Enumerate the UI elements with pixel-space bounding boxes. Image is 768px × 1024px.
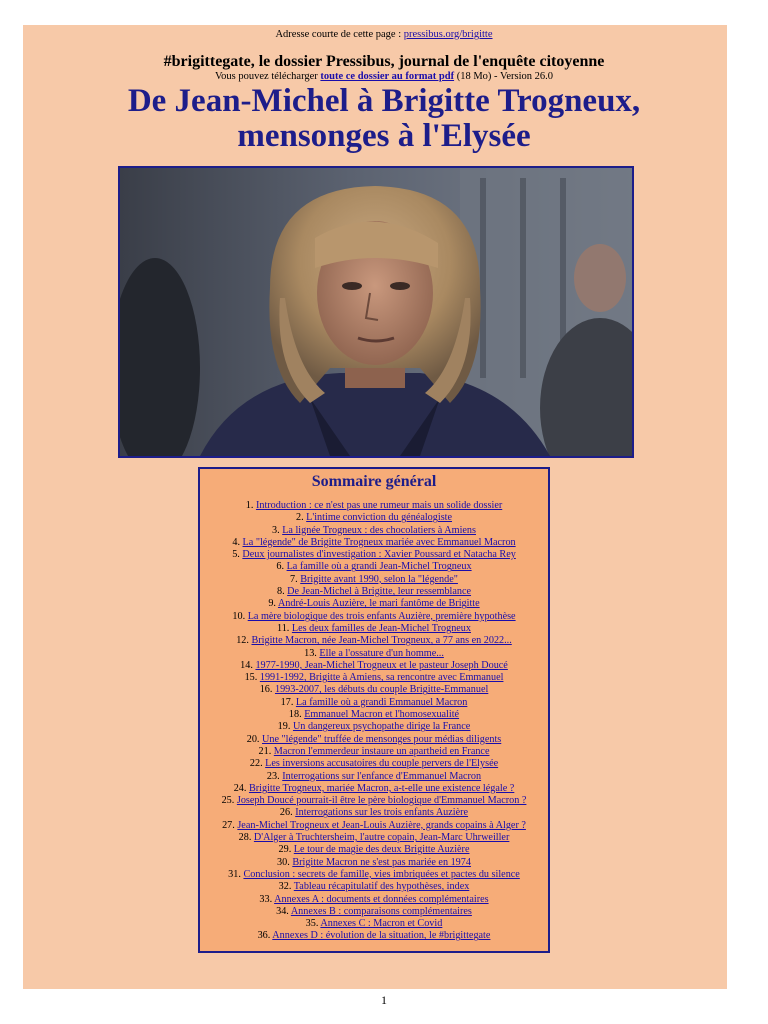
toc-item-link[interactable]: Conclusion : secrets de famille, vies imbriquées et pactes du silence bbox=[243, 868, 520, 880]
short-url-link[interactable]: pressibus.org/brigitte bbox=[403, 29, 493, 40]
toc-item-link[interactable]: Le tour de magie des deux Brigitte Auzière bbox=[293, 844, 470, 856]
toc-item-link[interactable]: 1991-1992, Brigitte à Amiens, sa rencontre avec Emmanuel bbox=[259, 672, 504, 684]
toc-item-link[interactable]: 1977-1990, Jean-Michel Trogneux et le pasteur Joseph Doucé bbox=[255, 659, 508, 671]
toc-item-link[interactable]: Une "légende" truffée de mensonges pour médias diligents bbox=[262, 733, 502, 745]
toc-item bbox=[200, 783, 548, 795]
toc-item-link[interactable]: Tableau récapitulatif des hypothèses, index bbox=[293, 881, 470, 893]
toc-item-link[interactable]: Macron l'emmerdeur instaure un apartheid en France bbox=[273, 745, 490, 757]
toc-item bbox=[200, 598, 548, 610]
download-prefix: Vous pouvez télécharger bbox=[214, 71, 321, 82]
toc-item bbox=[200, 586, 548, 598]
toc-item-number: 26. bbox=[279, 807, 293, 819]
toc-item-number: 2. bbox=[295, 512, 304, 524]
toc-item bbox=[200, 611, 548, 623]
page-number: 1 bbox=[381, 993, 387, 1007]
toc-item-link[interactable]: Annexes A : documents et données complémentaires bbox=[274, 893, 489, 905]
download-suffix: (18 Mo) - Version 26.0 bbox=[454, 71, 554, 82]
toc-item bbox=[200, 574, 548, 586]
toc-item-link[interactable]: Interrogations sur les trois enfants Auzière bbox=[295, 807, 469, 819]
toc-item-link[interactable]: André-Louis Auzière, le mari fantôme de Brigitte bbox=[277, 598, 480, 610]
toc-item-number: 29. bbox=[278, 844, 292, 856]
toc-item bbox=[200, 672, 548, 684]
toc-item bbox=[200, 906, 548, 918]
toc-item-number: 25. bbox=[221, 795, 235, 807]
toc-item-number: 24. bbox=[233, 782, 247, 794]
toc-item bbox=[200, 930, 548, 942]
toc-item bbox=[200, 721, 548, 733]
download-pdf-link[interactable]: toute ce dossier au format pdf bbox=[320, 71, 455, 82]
toc-item bbox=[200, 500, 548, 512]
toc-item-number: 30. bbox=[277, 856, 290, 868]
toc-item-number: 16. bbox=[259, 684, 273, 696]
toc-item-link[interactable]: Emmanuel Macron et l'homosexualité bbox=[304, 709, 460, 721]
short-url-label: Adresse courte de cette page : bbox=[275, 29, 404, 40]
toc-item-link[interactable]: La lignée Trogneux : des chocolatiers à Amiens bbox=[282, 524, 476, 536]
toc-item bbox=[200, 561, 548, 573]
toc-item-number: 23. bbox=[266, 770, 280, 782]
toc-item-number: 20. bbox=[246, 733, 260, 745]
toc-item-link[interactable]: Brigitte Macron ne s'est pas mariée en 1974 bbox=[292, 856, 471, 868]
toc-item bbox=[200, 807, 548, 819]
toc-item bbox=[200, 869, 548, 881]
toc-item-link[interactable]: Les deux familles de Jean-Michel Trogneux bbox=[291, 622, 471, 634]
toc-item bbox=[200, 857, 548, 869]
toc-item-link[interactable]: L'intime conviction du généalogiste bbox=[306, 512, 453, 524]
toc-item-number: 9. bbox=[268, 598, 276, 610]
toc-item bbox=[200, 820, 548, 832]
toc-item-number: 31. bbox=[228, 868, 241, 880]
toc-title: Sommaire général bbox=[311, 473, 437, 490]
toc-item-number: 14. bbox=[240, 659, 253, 671]
toc-item-number: 36. bbox=[257, 930, 271, 942]
toc-item bbox=[200, 734, 548, 746]
toc-item-link[interactable]: Elle a l'ossature d'un homme... bbox=[319, 647, 444, 659]
toc-item bbox=[200, 771, 548, 783]
toc-item-link[interactable]: La famille où a grandi Emmanuel Macron bbox=[295, 696, 468, 708]
toc-item-number: 12. bbox=[236, 635, 249, 647]
toc-item bbox=[200, 537, 548, 549]
toc-item-link[interactable]: D'Alger à Truchtersheim, l'autre copain, Jean-Marc Uhrweiller bbox=[253, 832, 510, 844]
toc-item bbox=[200, 549, 548, 561]
toc-item-number: 19. bbox=[277, 721, 291, 733]
toc-item-number: 7. bbox=[290, 573, 298, 585]
toc-item bbox=[200, 881, 548, 893]
toc-item bbox=[200, 525, 548, 537]
toc-item bbox=[200, 623, 548, 635]
toc-item-number: 11. bbox=[277, 622, 290, 634]
toc-item-number: 10. bbox=[232, 610, 246, 622]
toc-item-number: 35. bbox=[305, 918, 319, 930]
table-of-contents bbox=[198, 467, 550, 953]
toc-item-link[interactable]: Brigitte avant 1990, selon la "légende" bbox=[300, 573, 458, 585]
toc-item-number: 8. bbox=[276, 586, 285, 598]
toc-item bbox=[200, 709, 548, 721]
toc-item-number: 17. bbox=[280, 696, 294, 708]
portrait-photo bbox=[118, 166, 634, 458]
toc-item bbox=[200, 795, 548, 807]
toc-item-link[interactable]: La "légende" de Brigitte Trogneux mariée avec Emmanuel Macron bbox=[242, 536, 516, 548]
toc-item bbox=[200, 918, 548, 930]
toc-item-number: 28. bbox=[238, 832, 252, 844]
toc-item-number: 21. bbox=[258, 745, 272, 757]
toc-item-link[interactable]: Annexes D : évolution de la situation, le #brigittegate bbox=[272, 930, 491, 942]
toc-item-number: 33. bbox=[259, 893, 273, 905]
toc-item-link[interactable]: Joseph Doucé pourrait-il être le père biologique d'Emmanuel Macron ? bbox=[236, 795, 527, 807]
toc-item-link[interactable]: De Jean-Michel à Brigitte, leur ressemblance bbox=[287, 586, 472, 598]
toc-item-link[interactable]: Brigitte Macron, née Jean-Michel Trogneux, a 77 ans en 2022... bbox=[251, 635, 512, 647]
toc-item-link[interactable]: Annexes B : comparaisons complémentaires bbox=[290, 905, 472, 917]
page-title-line-2: mensonges à l'Elysée bbox=[237, 118, 531, 154]
toc-item-link[interactable]: Brigitte Trogneux, mariée Macron, a-t-elle une existence légale ? bbox=[248, 782, 515, 794]
toc-item-link[interactable]: Interrogations sur l'enfance d'Emmanuel Macron bbox=[282, 770, 482, 782]
page-title-line-1: De Jean-Michel à Brigitte Trogneux, bbox=[127, 83, 641, 119]
toc-item-number: 5. bbox=[232, 549, 240, 561]
toc-item bbox=[200, 746, 548, 758]
toc-item bbox=[200, 758, 548, 770]
short-url-line bbox=[0, 29, 768, 40]
toc-item-number: 32. bbox=[278, 881, 292, 893]
portrait-illustration bbox=[120, 168, 632, 456]
toc-item-link[interactable]: 1993-2007, les débuts du couple Brigitte-Emmanuel bbox=[274, 684, 489, 696]
download-line bbox=[0, 71, 768, 82]
toc-item-link[interactable]: La mère biologique des trois enfants Auzière, première hypothèse bbox=[247, 610, 516, 622]
page-subtitle: #brigittegate, le dossier Pressibus, journal de l'enquête citoyenne bbox=[163, 53, 605, 70]
toc-item-link[interactable]: Jean-Michel Trogneux et Jean-Louis Auzière, grands copains à Alger ? bbox=[237, 819, 526, 831]
toc-item bbox=[200, 844, 548, 856]
toc-item-number: 15. bbox=[244, 672, 258, 684]
toc-item bbox=[200, 894, 548, 906]
toc-item bbox=[200, 697, 548, 709]
toc-item-number: 34. bbox=[276, 905, 289, 917]
toc-item-number: 22. bbox=[249, 758, 263, 770]
page-title bbox=[0, 84, 768, 154]
toc-item bbox=[200, 660, 548, 672]
toc-item bbox=[200, 512, 548, 524]
toc-item-link[interactable]: Un dangereux psychopathe dirige la France bbox=[292, 721, 471, 733]
toc-item bbox=[200, 832, 548, 844]
toc-item-number: 4. bbox=[232, 536, 240, 548]
toc-item-link[interactable]: Deux journalistes d'investigation : Xavier Poussard et Natacha Rey bbox=[242, 549, 516, 561]
toc-item-link[interactable]: Annexes C : Macron et Covid bbox=[320, 918, 443, 930]
toc-item-number: 18. bbox=[288, 709, 302, 721]
toc-list bbox=[200, 500, 548, 943]
toc-item bbox=[200, 684, 548, 696]
toc-item-link[interactable]: Introduction : ce n'est pas une rumeur mais un solide dossier bbox=[255, 500, 503, 511]
toc-item-link[interactable]: Les inversions accusatoires du couple pervers de l'Elysée bbox=[265, 758, 499, 770]
toc-item-number: 6. bbox=[276, 561, 285, 573]
toc-item-number: 13. bbox=[304, 647, 317, 659]
toc-item-link[interactable]: La famille où a grandi Jean-Michel Trogneux bbox=[286, 561, 472, 573]
toc-item-number: 3. bbox=[272, 524, 280, 536]
toc-item-number: 27. bbox=[222, 819, 235, 831]
toc-item bbox=[200, 648, 548, 660]
toc-item bbox=[200, 635, 548, 647]
toc-item-number: 1. bbox=[245, 500, 254, 511]
